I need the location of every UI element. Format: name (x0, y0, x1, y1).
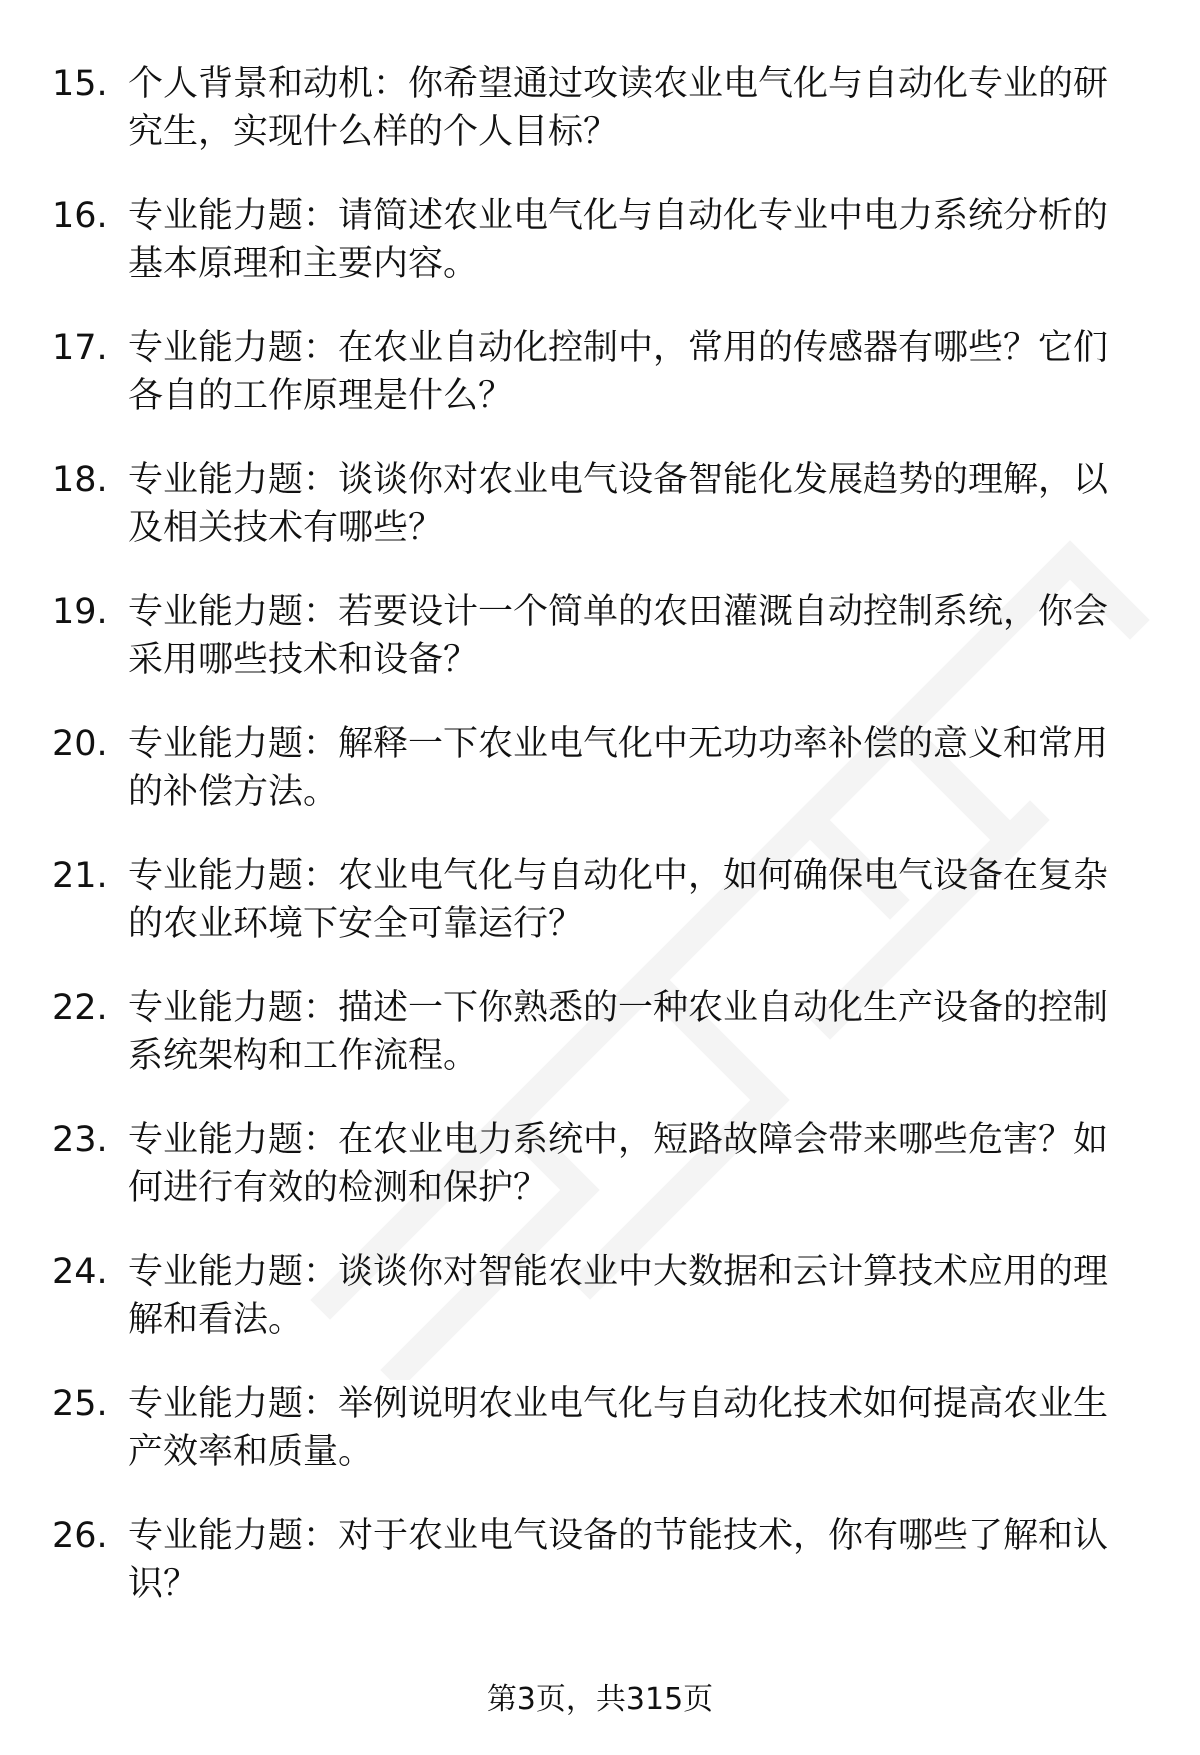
list-item (52, 720, 1142, 816)
page-number-label: 第3页，共315页 (486, 1682, 714, 1717)
list-item (52, 324, 1142, 420)
question-number: 21. (52, 856, 108, 896)
question-text: 专业能力题：对于农业电气设备的节能技术，你有哪些了解和认识？ (128, 1516, 1109, 1604)
list-item (52, 60, 1142, 156)
question-text: 专业能力题：在农业电力系统中，短路故障会带来哪些危害？如何进行有效的检测和保护？ (128, 1120, 1109, 1208)
question-text: 专业能力题：解释一下农业电气化中无功功率补偿的意义和常用的补偿方法。 (128, 724, 1109, 812)
list-item (52, 1248, 1142, 1344)
question-text: 专业能力题：描述一下你熟悉的一种农业自动化生产设备的控制系统架构和工作流程。 (128, 988, 1109, 1076)
question-number: 24. (52, 1252, 108, 1292)
question-number: 17. (52, 328, 108, 368)
page-footer (0, 1680, 1200, 1720)
question-text: 专业能力题：请简述农业电气化与自动化专业中电力系统分析的基本原理和主要内容。 (128, 196, 1109, 284)
question-number: 15. (52, 64, 108, 104)
list-item (52, 588, 1142, 684)
question-text: 专业能力题：在农业自动化控制中，常用的传感器有哪些？它们各自的工作原理是什么？ (128, 328, 1109, 416)
question-text: 专业能力题：若要设计一个简单的农田灌溉自动控制系统，你会采用哪些技术和设备？ (128, 592, 1109, 680)
question-number: 25. (52, 1384, 108, 1424)
question-number: 16. (52, 196, 108, 236)
question-number: 19. (52, 592, 108, 632)
question-number: 23. (52, 1120, 108, 1160)
question-number: 18. (52, 460, 108, 500)
question-number: 22. (52, 988, 108, 1028)
question-text: 专业能力题：举例说明农业电气化与自动化技术如何提高农业生产效率和质量。 (128, 1384, 1109, 1472)
question-number: 20. (52, 724, 108, 764)
list-item (52, 1116, 1142, 1212)
question-number: 26. (52, 1516, 108, 1556)
question-text: 专业能力题：谈谈你对智能农业中大数据和云计算技术应用的理解和看法。 (128, 1252, 1109, 1340)
list-item (52, 1512, 1142, 1608)
list-item (52, 1380, 1142, 1476)
list-item (52, 984, 1142, 1080)
list-item (52, 192, 1142, 288)
question-list (52, 60, 1142, 1644)
list-item (52, 456, 1142, 552)
list-item (52, 852, 1142, 948)
question-text: 专业能力题：农业电气化与自动化中，如何确保电气设备在复杂的农业环境下安全可靠运行？ (128, 856, 1109, 944)
question-text: 个人背景和动机：你希望通过攻读农业电气化与自动化专业的研究生，实现什么样的个人目标？ (128, 64, 1109, 152)
question-text: 专业能力题：谈谈你对农业电气设备智能化发展趋势的理解，以及相关技术有哪些？ (128, 460, 1109, 548)
